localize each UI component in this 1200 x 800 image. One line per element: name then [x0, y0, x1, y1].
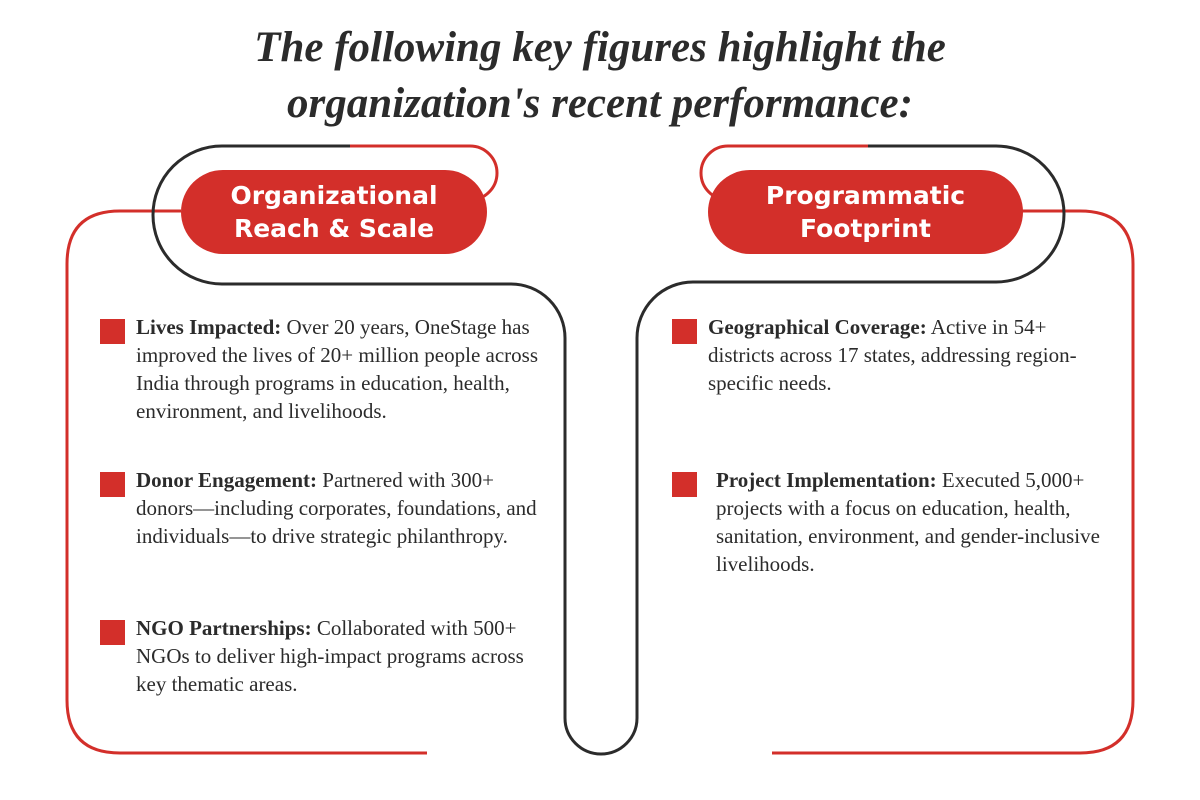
geographical-coverage-item [672, 313, 1092, 397]
heading-line-2: organization's recent performance: [287, 80, 913, 127]
pill-left-line-2: Reach & Scale [233, 214, 435, 243]
item-label: Project Implementation: [716, 468, 937, 492]
item-body: Partnered with 300+ donors—including corporates, foundations, and individuals—to drive strategic philanthropy. [136, 468, 537, 548]
pill-right-line-1: Programmatic [765, 181, 966, 210]
ngo-partnerships-item [100, 614, 540, 698]
organizational-reach-pill [181, 170, 487, 254]
project-implementation-item [672, 466, 1122, 578]
item-text [136, 466, 540, 550]
item-label: Donor Engagement: [136, 468, 318, 492]
item-text [708, 313, 1092, 397]
square-bullet-icon [672, 472, 697, 497]
item-text [136, 313, 560, 425]
item-body: Executed 5,000+ projects with a focus on education, health, sanitation, environment, and gender-inclusive livelihoods. [716, 468, 1100, 576]
donor-engagement-item [100, 466, 540, 550]
item-text [716, 466, 1122, 578]
heading-line-1: The following key figures highlight the [254, 24, 946, 71]
square-bullet-icon [100, 319, 125, 344]
item-body: Collaborated with 500+ NGOs to deliver high-impact programs across key thematic areas. [136, 616, 524, 696]
item-label: Lives Impacted: [136, 315, 282, 339]
item-text [136, 614, 540, 698]
pill-right-line-2: Footprint [800, 214, 931, 243]
item-label: NGO Partnerships: [136, 616, 312, 640]
item-body: Active in 54+ districts across 17 states, addressing region-specific needs. [708, 315, 1077, 395]
square-bullet-icon [100, 620, 125, 645]
item-label: Geographical Coverage: [708, 315, 927, 339]
lives-impacted-item [100, 313, 560, 425]
programmatic-footprint-pill [708, 170, 1023, 254]
item-body: Over 20 years, OneStage has improved the lives of 20+ million people across India through programs in education, health, environment, and livelihoods. [136, 315, 539, 423]
square-bullet-icon [672, 319, 697, 344]
pill-left-line-1: Organizational [230, 181, 438, 210]
square-bullet-icon [100, 472, 125, 497]
